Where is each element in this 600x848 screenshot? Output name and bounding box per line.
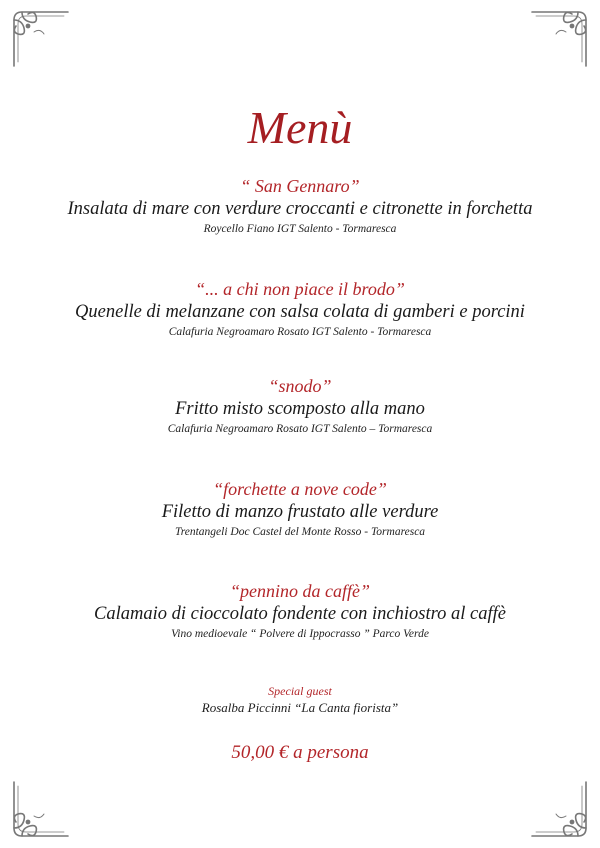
corner-flourish-icon [8, 6, 70, 68]
wine-pairing: Calafuria Negroamaro Rosato IGT Salento - Tormaresca [168, 326, 432, 338]
course-name: “pennino da caffè” [230, 581, 370, 601]
wine-pairing: Calafuria Negroamaro Rosato IGT Salento – Tormaresca [167, 423, 433, 435]
dish-description: Fritto misto scomposto alla mano [175, 399, 425, 419]
course-section [0, 478, 600, 540]
course-section [0, 375, 600, 437]
corner-flourish-icon [530, 6, 592, 68]
special-guest [0, 683, 600, 717]
course-name: “snodo” [268, 376, 332, 396]
dish-description: Filetto di manzo frustato alle verdure [161, 502, 439, 522]
course-section [0, 278, 600, 340]
dish-description: Calamaio di cioccolato fondente con inchiostro al caffè [94, 604, 506, 624]
special-guest-label: Special guest [268, 684, 332, 698]
course-section [0, 580, 600, 642]
wine-pairing: Roycello Fiano IGT Salento - Tormaresca [203, 223, 397, 235]
price-per-person: 50,00 € a persona [231, 742, 369, 763]
course-name: “forchette a nove code” [213, 479, 387, 499]
dish-description: Quenelle di melanzane con salsa colata di gamberi e porcini [75, 302, 525, 322]
course-section [0, 175, 600, 237]
course-name: “... a chi non piace il brodo” [195, 279, 405, 299]
menu-title: Menù [247, 102, 353, 153]
course-name: “ San Gennaro” [240, 176, 360, 196]
corner-flourish-icon [8, 780, 70, 842]
special-guest-name: Rosalba Piccinni “La Canta fiorista” [201, 700, 399, 715]
dish-description: Insalata di mare con verdure croccanti e citronette in forchetta [67, 199, 533, 219]
wine-pairing: Vino medioevale “ Polvere di Ippocrasso ” Parco Verde [171, 628, 429, 640]
corner-flourish-icon [530, 780, 592, 842]
wine-pairing: Trentangeli Doc Castel del Monte Rosso - Tormaresca [174, 526, 426, 538]
